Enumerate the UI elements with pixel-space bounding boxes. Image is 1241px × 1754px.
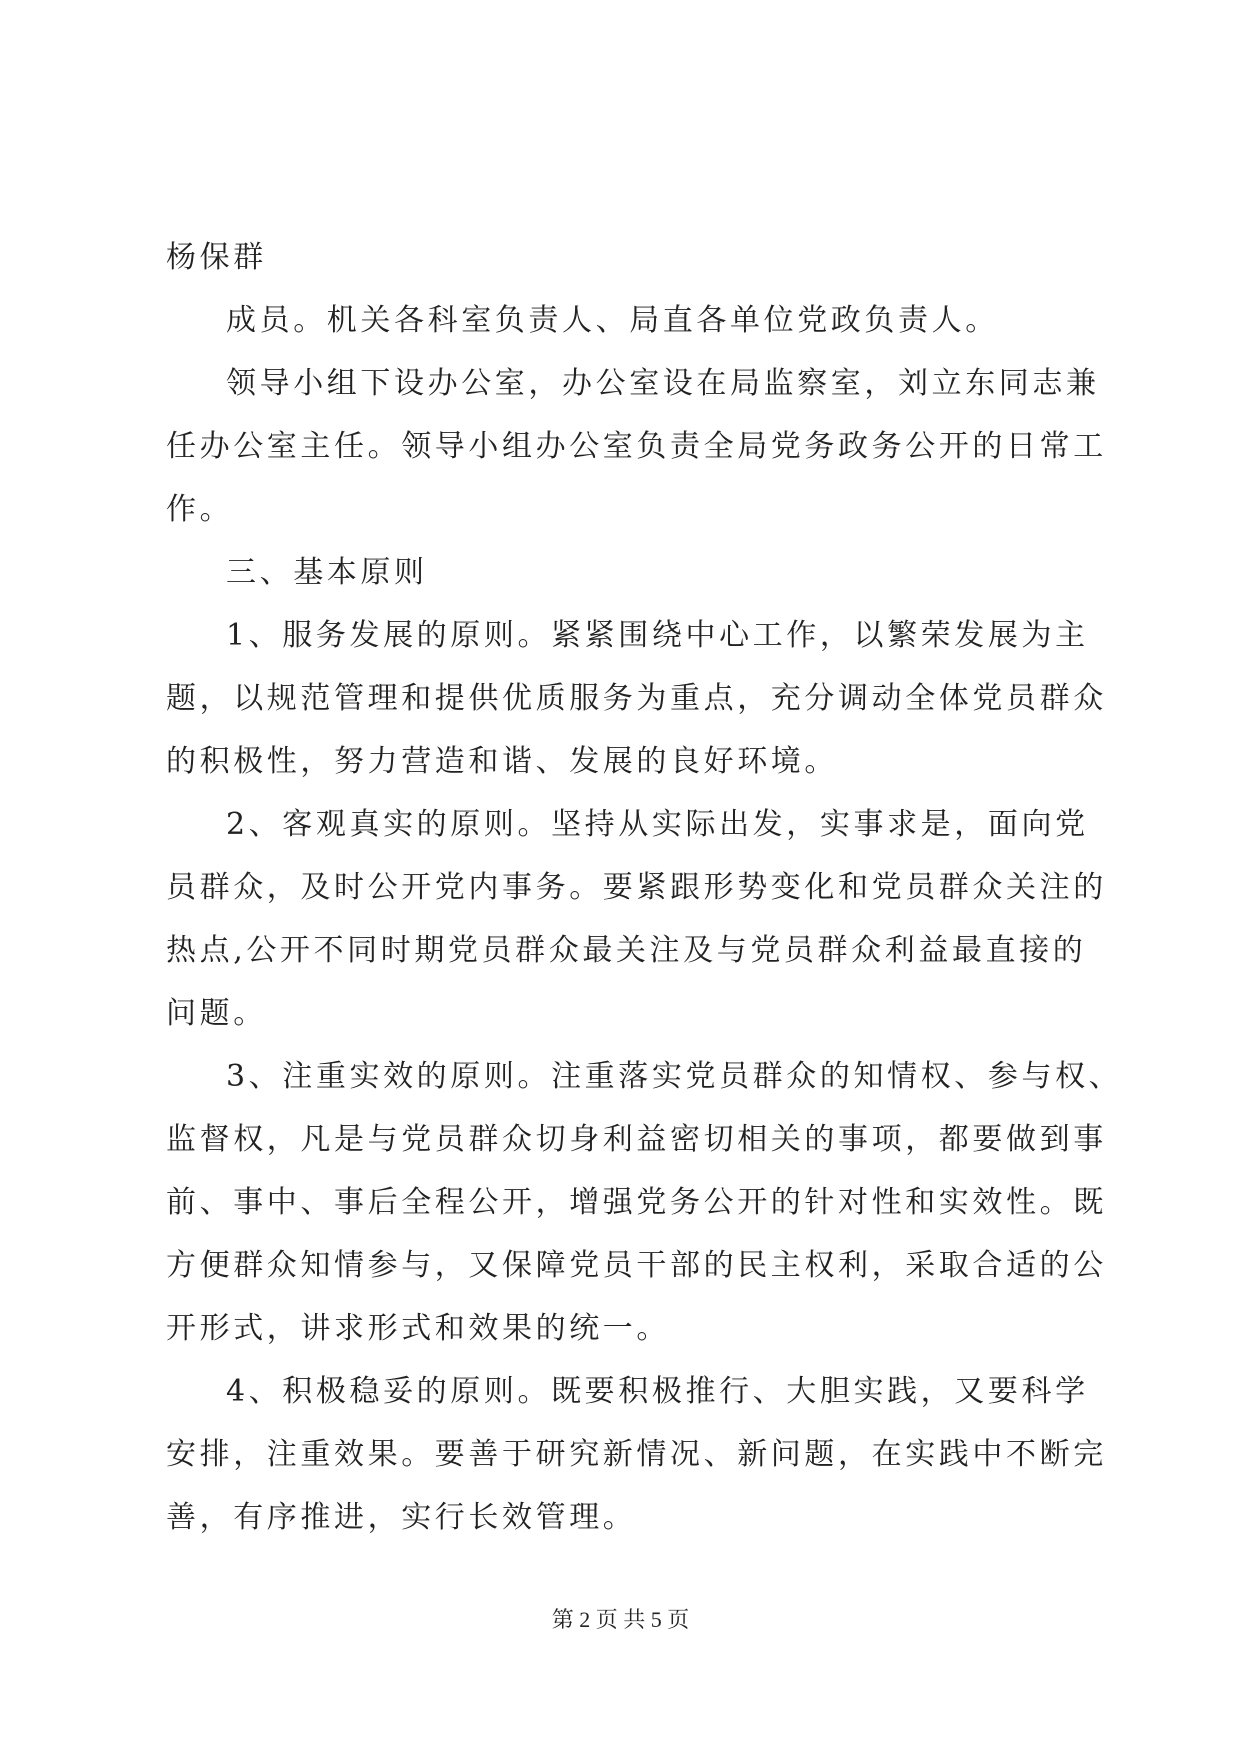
paragraph-line: 热点,公开不同时期党员群众最关注及与党员群众利益最直接的 — [166, 933, 1087, 968]
paragraph-line: 杨保群 — [166, 240, 267, 275]
paragraph — [166, 604, 1107, 793]
paragraph — [166, 1045, 1123, 1360]
paragraph-line: 问题。 — [166, 996, 267, 1031]
paragraph — [166, 793, 1107, 1045]
paragraph — [166, 289, 1086, 352]
document-body — [166, 226, 1123, 1549]
paragraph-line: 作。 — [166, 492, 234, 527]
paragraph-line: 4、积极稳妥的原则。既要积极推行、大胆实践，又要科学 — [226, 1374, 1089, 1409]
paragraph-line: 领导小组下设办公室，办公室设在局监察室，刘立东同志兼 — [226, 366, 1100, 401]
paragraph-line: 善，有序推进，实行长效管理。 — [166, 1500, 637, 1535]
paragraph-line: 1、服务发展的原则。紧紧围绕中心工作，以繁荣发展为主 — [226, 618, 1089, 653]
paragraph-line: 安排，注重效果。要善于研究新情况、新问题，在实践中不断完 — [166, 1437, 1107, 1472]
paragraph-line: 2、客观真实的原则。坚持从实际出发，实事求是，面向党 — [226, 807, 1089, 842]
paragraph-line: 成员。机关各科室负责人、局直各单位党政负责人。 — [226, 303, 999, 338]
paragraph-line: 题，以规范管理和提供优质服务为重点，充分调动全体党员群众 — [166, 681, 1107, 716]
paragraph — [166, 1360, 1107, 1549]
paragraph — [166, 541, 1086, 604]
paragraph-line: 三、基本原则 — [226, 555, 428, 590]
paragraph-line: 的积极性，努力营造和谐、发展的良好环境。 — [166, 744, 838, 779]
paragraph — [166, 226, 1086, 289]
page-footer: 第 2 页 共 5 页 — [551, 1607, 690, 1632]
paragraph-line: 开形式，讲求形式和效果的统一。 — [166, 1311, 670, 1346]
paragraph-line: 前、事中、事后全程公开，增强党务公开的针对性和实效性。既 — [166, 1185, 1107, 1220]
paragraph-line: 员群众，及时公开党内事务。要紧跟形势变化和党员群众关注的 — [166, 870, 1107, 905]
paragraph-line: 监督权，凡是与党员群众切身利益密切相关的事项，都要做到事 — [166, 1122, 1107, 1157]
paragraph-line: 方便群众知情参与，又保障党员干部的民主权利，采取合适的公 — [166, 1248, 1107, 1283]
paragraph-line: 3、注重实效的原则。注重落实党员群众的知情权、参与权、 — [226, 1059, 1123, 1094]
paragraph-line: 任办公室主任。领导小组办公室负责全局党务政务公开的日常工 — [166, 429, 1107, 464]
paragraph — [166, 352, 1107, 541]
